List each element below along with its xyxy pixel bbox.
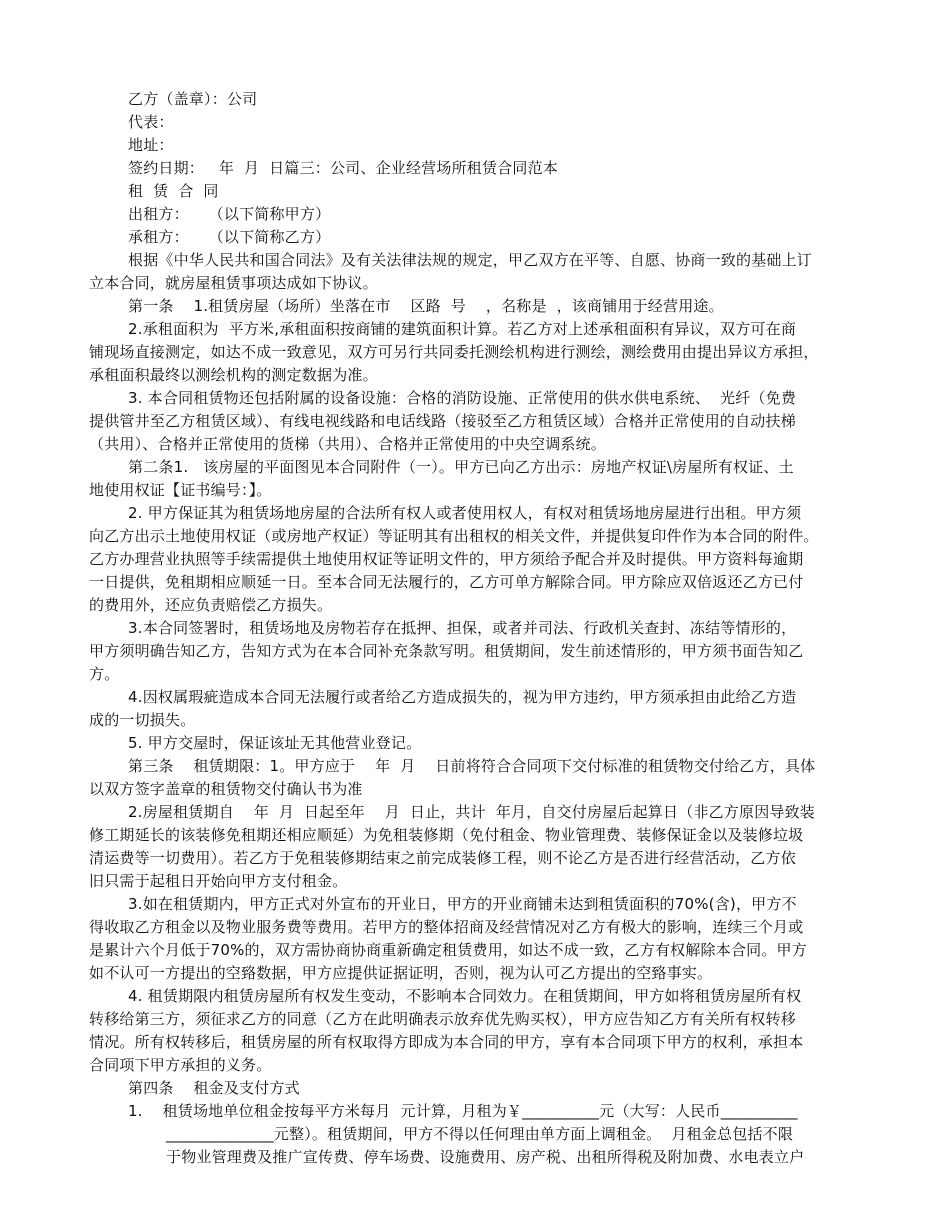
paragraph-line: 向乙方出示土地使用权证（或房地产权证）等证明其有出租权的相关文件，并提供复印件作为本合同的附件。 (89, 527, 819, 545)
lessor: 出租方： （以下简称甲方） (128, 205, 331, 223)
paragraph-line: 1. 租赁场地单位租金按每平方米每月 元计算，月租为￥__________元（大写：人民币__________ (128, 1102, 798, 1120)
paragraph-line: 地使用权证【证书编号：】。 (89, 481, 272, 499)
paragraph-line: 乙方办理营业执照等手续需提供土地使用权证等证明文件的，甲方须给予配合并及时提供。甲方资料每逾期 (89, 550, 804, 568)
paragraph-line: （共用）、合格并正常使用的货梯（共用）、合格并正常使用的中央空调系统。 (89, 435, 607, 453)
paragraph-line: 旧只需于起租日开始向甲方支付租金。 (89, 872, 348, 890)
paragraph-line: 是累计六个月低于70%的，双方需协商协商重新确定租赁费用，如达不成一致，乙方有权解除本合同。甲方 (89, 941, 807, 959)
address: 地址： (128, 136, 174, 154)
paragraph-line: 于物业管理费及推广宣传费、停车场费、设施费用、房产税、出租所得税及附加费、水电表立户 (166, 1148, 805, 1166)
article-three: 第三条 租赁期限：1。甲方应于 年 月 日前将符合合同项下交付标准的租赁物交付给乙方，具体 (128, 757, 816, 775)
paragraph-line: 修工期延长的该装修免租期还相应顺延）为免租装修期（免付租金、物业管理费、装修保证金以及装修垃圾 (89, 826, 804, 844)
paragraph-line: ______________元整）。租赁期间，甲方不得以任何理由单方面上调租金。 月租金总包括不限 (166, 1125, 794, 1143)
contract-title: 租 赁 合 同 (128, 182, 219, 200)
paragraph-line: 情况。所有权转移后，租赁房屋的所有权取得方即成为本合同的甲方，享有本合同项下甲方的权利，承担本 (89, 1033, 804, 1051)
paragraph-line: 以双方签字盖章的租赁物交付确认书为准 (89, 780, 363, 798)
paragraph-line: 方。 (89, 665, 120, 683)
paragraph-line: 2.房屋租赁期自 年 月 日起至年 月 日止，共计 年月，自交付房屋后起算日（非乙方原因导致装 (128, 803, 816, 821)
paragraph-line: 承租面积最终以测绘机构的测定数据为准。 (89, 366, 378, 384)
paragraph-line: 3.如在租赁期内，甲方正式对外宣布的开业日，甲方的开业商铺未达到租赁面积的70%(含)，甲方不 (128, 895, 797, 913)
paragraph-line: 5. 甲方交屋时，保证该址无其他营业登记。 (128, 734, 422, 752)
paragraph-line: 如不认可一方提出的空臵数据，甲方应提供证据证明，否则，视为认可乙方提出的空臵事实。 (89, 964, 713, 982)
article-four: 第四条 租金及支付方式 (128, 1079, 300, 1097)
paragraph-line: 转移给第三方，须征求乙方的同意（乙方在此明确表示放弃优先购买权），甲方应告知乙方有关所有权转移 (89, 1010, 796, 1028)
paragraph-line: 3.本合同签署时，租赁场地及房物若存在抵押、担保，或者并司法、行政机关查封、冻结等情形的， (128, 619, 797, 637)
paragraph-line: 4. 租赁期限内租赁房屋所有权发生变动，不影响本合同效力。在租赁期间，甲方如将租赁房屋所有权 (128, 987, 802, 1005)
paragraph-line: 2. 甲方保证其为租赁场地房屋的合法所有权人或者使用权人，有权对租赁场地房屋进行出租。甲方须 (128, 504, 802, 522)
lessee: 承租方： （以下简称乙方） (128, 228, 331, 246)
paragraph-line: 4.因权属瑕疵造成本合同无法履行或者给乙方造成损失的，视为甲方违约，甲方须承担由此给乙方造 (128, 688, 797, 706)
paragraph-line: 的费用外，还应负责赔偿乙方损失。 (89, 596, 333, 614)
paragraph-line: 铺现场直接测定，如达不成一致意见，双方可另行共同委托测绘机构进行测绘，测绘费用由提出异议方承担， (89, 343, 819, 361)
article-one: 第一条 1.租赁房屋（场所）坐落在市 区路 号 ，名称是 ，该商铺用于经营用途。 (128, 297, 724, 315)
paragraph-line: 甲方须明确告知乙方，告知方式为在本合同补充条款写明。租赁期间，发生前述情形的，甲方须书面告知乙 (89, 642, 804, 660)
paragraph-line: 3. 本合同租赁物还包括附属的设备设施：合格的消防设施、正常使用的供水供电系统、 光纤（免费 (128, 389, 797, 407)
representative: 代表： (128, 113, 174, 131)
paragraph-line: 提供管井至乙方租赁区域）、有线电视线路和电话线路（接驳至乙方租赁区域）合格并正常使用的自动扶梯 (89, 412, 796, 430)
paragraph-line: 一日提供，免租期相应顺延一日。至本合同无法履行的，乙方可单方解除合同。甲方除应双倍返还乙方已付 (89, 573, 804, 591)
paragraph-line: 2.承租面积为 平方米,承租面积按商铺的建筑面积计算。若乙方对上述承租面积有异议，双方可在商 (128, 320, 797, 338)
paragraph-line: 得收取乙方租金以及物业服务费等费用。若甲方的整体招商及经营情况对乙方有极大的影响，连续三个月或 (89, 918, 804, 936)
article-two: 第二条1. 该房屋的平面图见本合同附件（一）。甲方已向乙方出示：房地产权证\房屋所有权证、土 (128, 458, 794, 476)
paragraph-line: 成的一切损失。 (89, 711, 196, 729)
party-b-seal: 乙方（盖章）：公司 (128, 90, 258, 108)
signing-date: 签约日期： 年 月 日篇三：公司、企业经营场所租赁合同范本 (128, 159, 558, 177)
paragraph-line: 根据《中华人民共和国合同法》及有关法律法规的规定，甲乙双方在平等、自愿、协商一致的基础上订 (128, 251, 813, 269)
paragraph-line: 合同项下甲方承担的义务。 (89, 1056, 272, 1074)
paragraph-line: 立本合同，就房屋租赁事项达成如下协议。 (89, 274, 378, 292)
paragraph-line: 清运费等一切费用）。若乙方于免租装修期结束之前完成装修工程，则不论乙方是否进行经营活动，乙方依 (89, 849, 796, 867)
